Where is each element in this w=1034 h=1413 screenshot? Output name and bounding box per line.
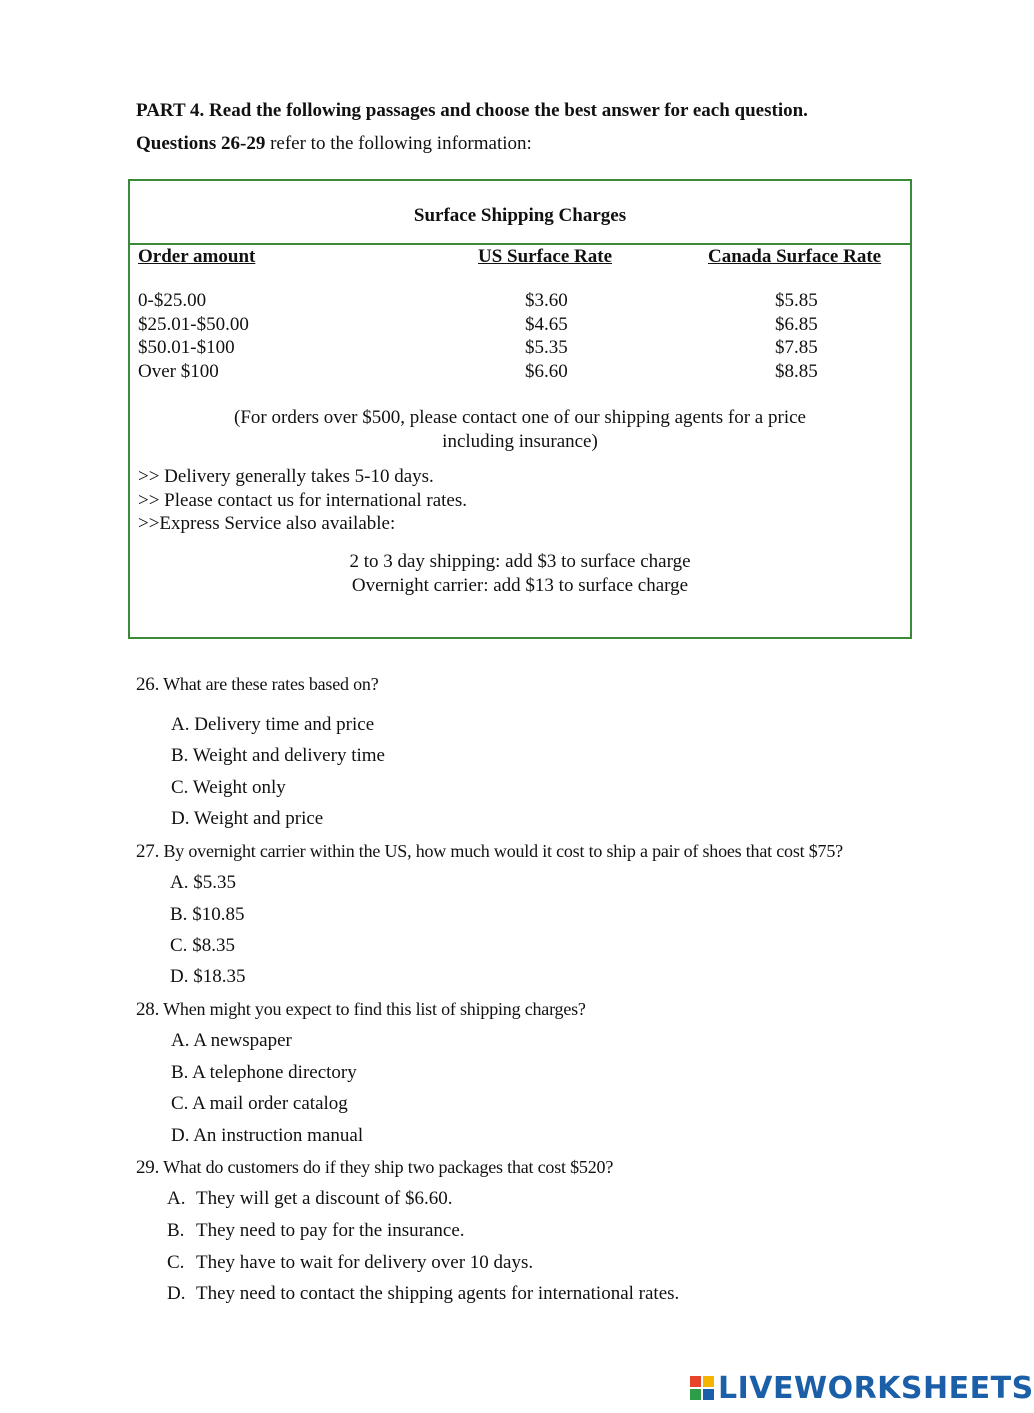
- option-letter: D.: [171, 1125, 190, 1146]
- option-text: They need to pay for the insurance.: [196, 1220, 465, 1241]
- answer-option[interactable]: [170, 935, 235, 957]
- answer-option[interactable]: [171, 777, 286, 799]
- answer-option[interactable]: [171, 745, 385, 767]
- logo-grid-icon: [690, 1376, 714, 1400]
- order-amount-cell: $25.01-$50.00: [138, 313, 249, 335]
- info-bullets: [138, 465, 467, 536]
- shipping-charges-box: [128, 179, 912, 639]
- logo-square-icon: [703, 1376, 714, 1387]
- question-number: 29.: [136, 1157, 160, 1178]
- note-line: including insurance): [442, 430, 598, 452]
- option-text: They need to contact the shipping agents for international rates.: [196, 1283, 680, 1304]
- answer-option[interactable]: [170, 904, 244, 926]
- us-rate-cell: $4.65: [525, 313, 568, 335]
- answer-option[interactable]: [171, 1062, 357, 1084]
- order-amount-cell: $50.01-$100: [138, 337, 235, 358]
- option-text: Delivery time and price: [194, 714, 375, 735]
- option-letter: B.: [171, 1062, 189, 1083]
- column-header-us-rate: US Surface Rate: [478, 246, 613, 267]
- answer-option[interactable]: [171, 714, 374, 736]
- option-text: An instruction manual: [193, 1125, 364, 1146]
- question-text: By overnight carrier within the US, how much would it cost to ship a pair of shoes that cost $75?: [159, 841, 843, 861]
- order-amount-cell: Over $100: [138, 360, 219, 382]
- express-options: [130, 550, 910, 597]
- answer-option[interactable]: [171, 808, 323, 830]
- canada-rate-cell: $7.85: [775, 337, 818, 358]
- logo-square-icon: [703, 1389, 714, 1400]
- question-text: What do customers do if they ship two packages that cost $520?: [159, 1157, 614, 1177]
- option-letter: A.: [171, 1030, 190, 1051]
- option-letter: C.: [170, 935, 188, 956]
- option-letter: B.: [170, 904, 188, 925]
- canada-rate-cell: $8.85: [775, 360, 818, 382]
- option-text: They will get a discount of $6.60.: [196, 1188, 453, 1209]
- option-letter: A.: [171, 714, 190, 735]
- option-letter: D.: [170, 966, 189, 987]
- option-letter: B.: [167, 1220, 185, 1241]
- option-text: They have to wait for delivery over 10 days.: [196, 1252, 534, 1273]
- question-27: [136, 841, 843, 863]
- bullet-line: >>Express Service also available:: [138, 513, 396, 534]
- answer-option[interactable]: [167, 1252, 533, 1274]
- logo-text: LIVEWORKSHEETS: [718, 1370, 1034, 1406]
- canada-rate-cell: $6.85: [775, 313, 818, 335]
- intro-bold: Questions 26-29: [136, 133, 266, 154]
- option-letter: A.: [167, 1188, 186, 1209]
- us-rate-cell: $6.60: [525, 360, 568, 382]
- us-rate-cell: $3.60: [525, 290, 568, 311]
- note-line: (For orders over $500, please contact one of our shipping agents for a price: [234, 407, 806, 428]
- option-text: Weight only: [192, 777, 286, 798]
- answer-option[interactable]: [170, 966, 245, 988]
- column-header-canada-rate: Canada Surface Rate: [708, 246, 882, 267]
- option-letter: B.: [171, 745, 189, 766]
- answer-option[interactable]: [171, 1030, 292, 1052]
- answer-option[interactable]: [167, 1188, 452, 1210]
- bullet-line: >> Delivery generally takes 5-10 days.: [138, 466, 434, 487]
- option-letter: C.: [167, 1252, 185, 1273]
- canada-rate-column: [775, 289, 818, 383]
- question-text: When might you expect to find this list of shipping charges?: [159, 999, 586, 1019]
- logo-square-icon: [690, 1389, 701, 1400]
- answer-option[interactable]: [167, 1283, 679, 1305]
- option-letter: D.: [167, 1283, 186, 1304]
- express-line: Overnight carrier: add $13 to surface charge: [351, 574, 689, 596]
- us-rate-cell: $5.35: [525, 337, 568, 358]
- intro-line: [136, 133, 532, 155]
- option-letter: C.: [171, 777, 189, 798]
- option-text: A mail order catalog: [192, 1093, 348, 1114]
- us-rate-column: [525, 289, 568, 383]
- order-amount-column: [138, 289, 249, 383]
- option-text: $8.35: [192, 935, 235, 956]
- option-letter: D.: [171, 808, 190, 829]
- question-29: [136, 1157, 613, 1179]
- option-letter: A.: [170, 872, 189, 893]
- large-order-note: [130, 406, 910, 453]
- box-divider: [130, 243, 910, 245]
- column-header-order-amount: Order amount: [138, 246, 256, 267]
- canada-rate-cell: $5.85: [775, 290, 818, 311]
- order-amount-cell: 0-$25.00: [138, 290, 207, 311]
- option-text: Weight and delivery time: [192, 745, 385, 766]
- question-26: [136, 674, 379, 696]
- answer-option[interactable]: [167, 1220, 465, 1242]
- question-text: What are these rates based on?: [159, 674, 379, 694]
- answer-option[interactable]: [170, 872, 236, 894]
- question-number: 27.: [136, 841, 160, 862]
- option-letter: C.: [171, 1093, 189, 1114]
- question-number: 26.: [136, 674, 160, 695]
- answer-option[interactable]: [171, 1093, 348, 1115]
- page-heading: PART 4. Read the following passages and choose the best answer for each question.: [136, 100, 808, 121]
- bullet-line: >> Please contact us for international rates.: [138, 489, 468, 511]
- question-number: 28.: [136, 999, 160, 1020]
- question-28: [136, 999, 586, 1021]
- option-text: A telephone directory: [192, 1062, 357, 1083]
- option-text: $10.85: [192, 904, 245, 925]
- answer-option[interactable]: [171, 1125, 363, 1147]
- logo-square-icon: [690, 1376, 701, 1387]
- box-title: Surface Shipping Charges: [413, 205, 627, 226]
- liveworksheets-logo[interactable]: [690, 1370, 1034, 1406]
- option-text: A newspaper: [193, 1030, 292, 1051]
- option-text: $5.35: [193, 872, 236, 893]
- express-line: 2 to 3 day shipping: add $3 to surface charge: [349, 551, 691, 572]
- option-text: Weight and price: [193, 808, 324, 829]
- intro-rest: refer to the following information:: [265, 133, 532, 154]
- option-text: $18.35: [193, 966, 246, 987]
